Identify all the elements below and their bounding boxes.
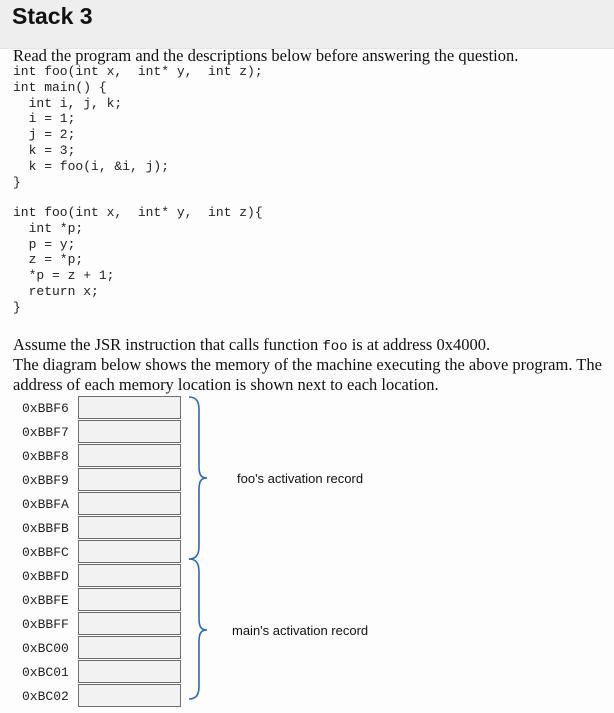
diagram-description-line-2: address of each memory location is shown next to each location. (13, 375, 439, 394)
foo-activation-record-label: foo's activation record (237, 471, 364, 486)
memory-row (0, 444, 200, 468)
memory-address: 0xBBF6 (22, 401, 69, 416)
memory-row (0, 492, 200, 516)
memory-row (0, 660, 200, 684)
memory-row (0, 396, 200, 420)
memory-address: 0xBC00 (22, 641, 69, 656)
memory-address: 0xBBFE (22, 593, 69, 608)
memory-cell (78, 420, 181, 443)
memory-address: 0xBBF9 (22, 473, 69, 488)
memory-cell (78, 636, 181, 659)
memory-cell (78, 660, 181, 683)
function-name-code: foo (322, 339, 348, 355)
page-title: Stack 3 (12, 3, 93, 29)
memory-cell (78, 684, 181, 707)
memory-row (0, 540, 200, 564)
assumption-after: is at address 0x4000. (347, 335, 491, 354)
memory-address: 0xBBF7 (22, 425, 69, 440)
main-brace (189, 559, 207, 699)
memory-address: 0xBBFF (22, 617, 69, 632)
memory-cell (78, 564, 181, 587)
memory-row (0, 468, 200, 492)
memory-row (0, 588, 200, 612)
memory-address: 0xBC01 (22, 665, 69, 680)
activation-record-braces (186, 396, 216, 706)
main-activation-record-label: main's activation record (232, 623, 369, 638)
memory-cell (78, 516, 181, 539)
memory-address: 0xBBFD (22, 569, 69, 584)
memory-address: 0xBBFA (22, 497, 69, 512)
memory-row (0, 684, 200, 708)
memory-address: 0xBBFC (22, 545, 69, 560)
diagram-description-line-1: The diagram below shows the memory of the machine executing the above program. The (13, 355, 602, 374)
memory-cell (78, 588, 181, 611)
memory-cell (78, 612, 181, 635)
memory-row (0, 636, 200, 660)
memory-cell (78, 468, 181, 491)
assumption-before: Assume the JSR instruction that calls function (13, 335, 323, 354)
memory-cell (78, 540, 181, 563)
page-header (0, 0, 614, 48)
memory-row (0, 516, 200, 540)
intro-text: Read the program and the descriptions below before answering the question. (13, 46, 519, 65)
foo-brace (189, 397, 207, 559)
memory-cell (78, 396, 181, 419)
memory-address: 0xBBF8 (22, 449, 69, 464)
memory-cell (78, 444, 181, 467)
program-main-code: int foo(int x, int* y, int z); int main() { int i, j, k; i = 1; j = 2; k = 3; k = foo(i, &i, j); } (13, 64, 263, 190)
memory-address: 0xBC02 (22, 689, 69, 704)
memory-row (0, 420, 200, 444)
assumption-text (13, 335, 490, 357)
program-foo-code: int foo(int x, int* y, int z){ int *p; p = y; z = *p; *p = z + 1; return x; } (13, 205, 263, 315)
memory-row (0, 564, 200, 588)
memory-cell (78, 492, 181, 515)
memory-row (0, 612, 200, 636)
memory-address: 0xBBFB (22, 521, 69, 536)
